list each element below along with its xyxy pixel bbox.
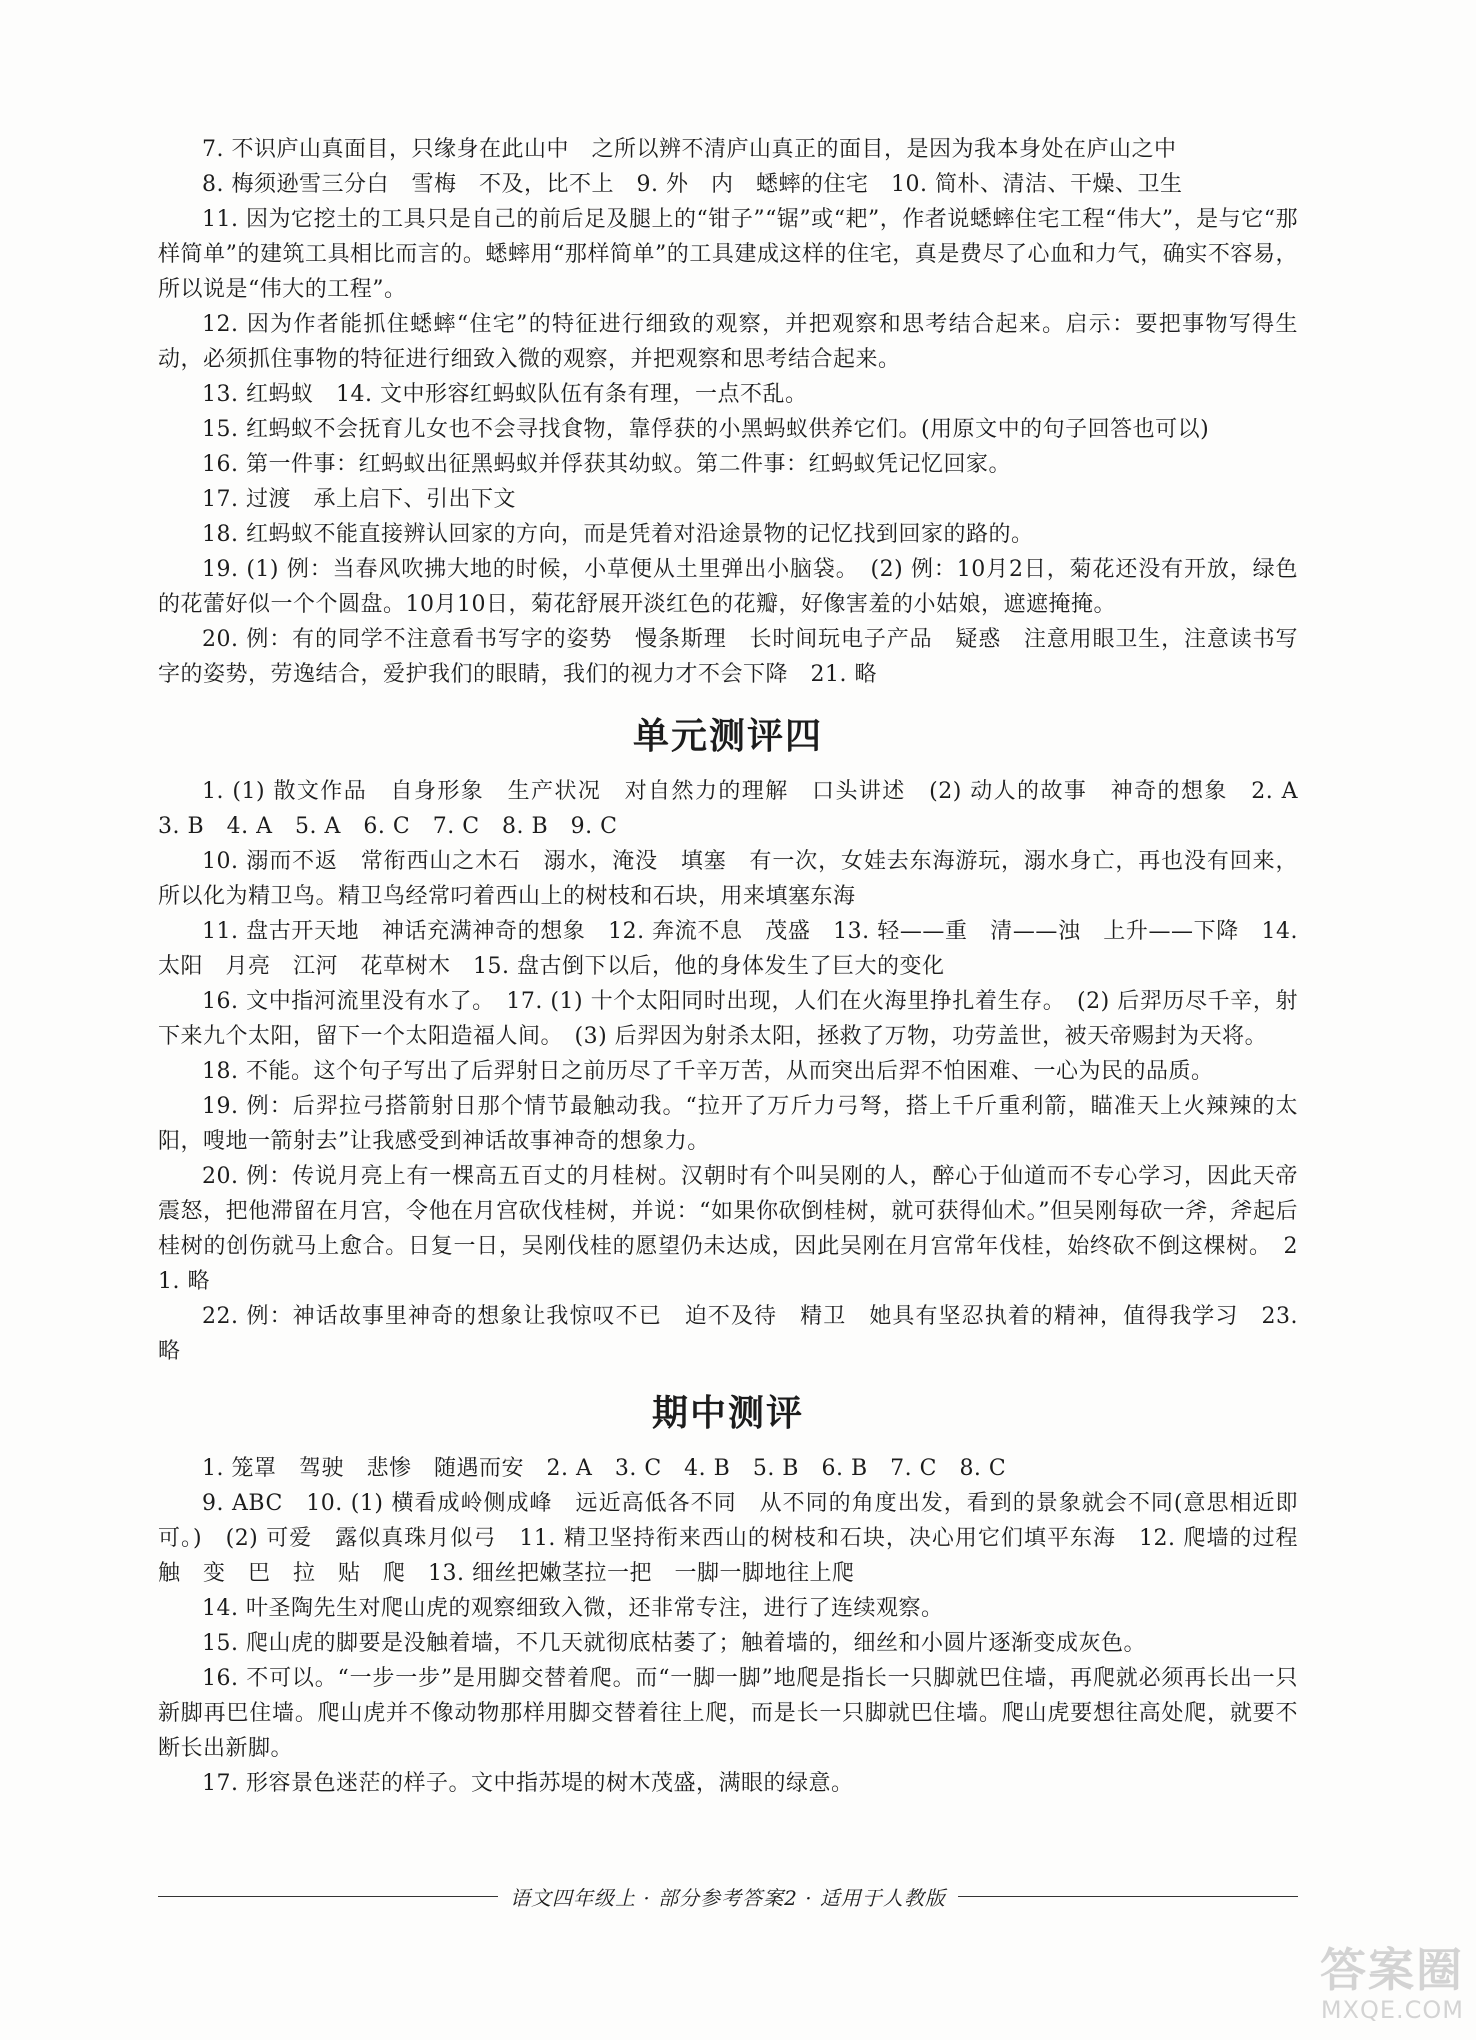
section-title-unit-4: 单元测评四	[632, 716, 823, 757]
answer-item: 16. 第一件事：红蚂蚁出征黑蚂蚁并俘获其幼蚁。第二件事：红蚂蚁凭记忆回家。	[202, 452, 1011, 477]
answer-item: 19. (1) 例：当春风吹拂大地的时候，小草便从土里弹出小脑袋。 (2) 例：10月2日，菊花还没有开放，绿色的花蕾好似一个个圆盘。10月10日，菊花舒展开淡红色的花瓣，好像害羞的小姑娘，遮遮掩掩。	[158, 557, 1298, 617]
answer-item: 17. 形容景色迷茫的样子。文中指苏堤的树木茂盛，满眼的绿意。	[202, 1771, 854, 1796]
answer-block-midterm	[158, 1451, 1321, 1801]
footer-rule-right	[958, 1896, 1298, 1897]
answer-item: 13. 红蚂蚁 14. 文中形容红蚂蚁队伍有条有理，一点不乱。	[202, 382, 808, 407]
answer-item: 15. 红蚂蚁不会抚育儿女也不会寻找食物，靠俘获的小黑蚂蚁供养它们。(用原文中的句子回答也可以)	[202, 417, 1210, 442]
footer-rule-left	[158, 1896, 498, 1897]
answer-item: 14. 叶圣陶先生对爬山虎的观察细致入微，还非常专注，进行了连续观察。	[202, 1596, 944, 1621]
answer-item: 1. 笼罩 驾驶 悲惨 随遇而安 2. A 3. C 4. B 5. B 6. B 7. C 8. C	[202, 1456, 1007, 1481]
answer-item: 16. 不可以。“一步一步”是用脚交替着爬。而“一脚一脚”地爬是指长一只脚就巴住墙，再爬就必须再长出一只新脚再巴住墙。爬山虎并不像动物那样用脚交替着往上爬，而是长一只脚就巴住墙。爬山虎要想往高处爬，就要不断长出新脚。	[158, 1666, 1298, 1761]
watermark-logo-text: 答案圈	[1320, 1943, 1464, 1997]
answer-item: 15. 爬山虎的脚要是没触着墙，不几天就彻底枯萎了；触着墙的，细丝和小圆片逐渐变成灰色。	[202, 1631, 1146, 1656]
answer-item: 12. 因为作者能抓住蟋蟀“住宅”的特征进行细致的观察，并把观察和思考结合起来。启示：要把事物写得生动，必须抓住事物的特征进行细致入微的观察，并把观察和思考结合起来。	[158, 312, 1298, 372]
answer-item: 22. 例：神话故事里神奇的想象让我惊叹不已 迫不及待 精卫 她具有坚忍执着的精神，值得我学习 23. 略	[158, 1304, 1298, 1364]
answer-item: 8. 梅须逊雪三分白 雪梅 不及，比不上 9. 外 内 蟋蟀的住宅 10. 简朴、清洁、干燥、卫生	[202, 172, 1183, 197]
answer-item: 20. 例：有的同学不注意看书写字的姿势 慢条斯理 长时间玩电子产品 疑惑 注意用眼卫生，注意读书写字的姿势，劳逸结合，爱护我们的眼睛，我们的视力才不会下降 21. 略	[158, 627, 1298, 687]
answer-item: 17. 过渡 承上启下、引出下文	[202, 487, 516, 512]
answer-block-continued	[158, 132, 1298, 692]
section-title-midterm: 期中测评	[651, 1393, 804, 1434]
answer-item: 9. ABC 10. (1) 横看成岭侧成峰 远近高低各不同 从不同的角度出发，看到的景象就会不同(意思相近即可。) (2) 可爱 露似真珠月似弓 11. 精卫坚持衔来西山的树枝和石块，决心用它们填平东海 12. 爬墙的过程 触 变 巴 拉 贴 爬 13. 细丝把嫩茎拉一把 一脚一脚地往上爬	[158, 1491, 1321, 1586]
answer-item: 16. 文中指河流里没有水了。 17. (1) 十个太阳同时出现，人们在火海里挣扎着生存。 (2) 后羿历尽千辛，射下来九个太阳，留下一个太阳造福人间。 (3) 后羿因为射杀太阳，拯救了万物，功劳盖世，被天帝赐封为天将。	[158, 989, 1298, 1049]
answer-block-unit-4	[158, 774, 1321, 1369]
answer-item: 11. 因为它挖土的工具只是自己的前后足及腿上的“钳子”“锯”或“耙”，作者说蟋蟀住宅工程“伟大”，是与它“那样简单”的建筑工具相比而言的。蟋蟀用“那样简单”的工具建成这样的住宅，真是费尽了心血和力气，确实不容易，所以说是“伟大的工程”。	[158, 207, 1298, 302]
answer-item: 18. 不能。这个句子写出了后羿射日之前历尽了千辛万苦，从而突出后羿不怕困难、一心为民的品质。	[202, 1059, 1214, 1084]
answer-item: 11. 盘古开天地 神话充满神奇的想象 12. 奔流不息 茂盛 13. 轻——重 清——浊 上升——下降 14. 太阳 月亮 江河 花草树木 15. 盘古倒下以后，他的身体发生了巨大的变化	[158, 919, 1298, 979]
footer-text: 语文四年级上 · 部分参考答案2 · 适用于人教版	[510, 1886, 946, 1910]
answer-item: 18. 红蚂蚁不能直接辨认回家的方向，而是凭着对沿途景物的记忆找到回家的路的。	[202, 522, 1034, 547]
answer-page	[158, 132, 1321, 1801]
answer-item: 7. 不识庐山真面目，只缘身在此山中 之所以辨不清庐山真正的面目，是因为我本身处在庐山之中	[202, 137, 1177, 162]
watermark-logo	[1234, 1944, 1464, 2032]
watermark-url: MXQE.COM	[1320, 1996, 1464, 2024]
page-footer	[158, 1882, 1298, 1911]
answer-item: 10. 溺而不返 常衔西山之木石 溺水，淹没 填塞 有一次，女娃去东海游玩，溺水身亡，再也没有回来，所以化为精卫鸟。精卫鸟经常叼着西山上的树枝和石块，用来填塞东海	[158, 849, 1298, 909]
answer-item: 20. 例：传说月亮上有一棵高五百丈的月桂树。汉朝时有个叫吴刚的人，醉心于仙道而不专心学习，因此天帝震怒，把他滞留在月宫，令他在月宫砍伐桂树，并说：“如果你砍倒桂树，就可获得仙术。”但吴刚每砍一斧，斧起后桂树的创伤就马上愈合。日复一日，吴刚伐桂的愿望仍未达成，因此吴刚在月宫常年伐桂，始终砍不倒这棵树。 21. 略	[158, 1164, 1298, 1294]
answer-item: 1. (1) 散文作品 自身形象 生产状况 对自然力的理解 口头讲述 (2) 动人的故事 神奇的想象 2. A 3. B 4. A 5. A 6. C 7. C 8. B 9. C	[158, 779, 1321, 839]
answer-item: 19. 例：后羿拉弓搭箭射日那个情节最触动我。“拉开了万斤力弓弩，搭上千斤重利箭，瞄准天上火辣辣的太阳，嗖地一箭射去”让我感受到神话故事神奇的想象力。	[158, 1094, 1298, 1154]
